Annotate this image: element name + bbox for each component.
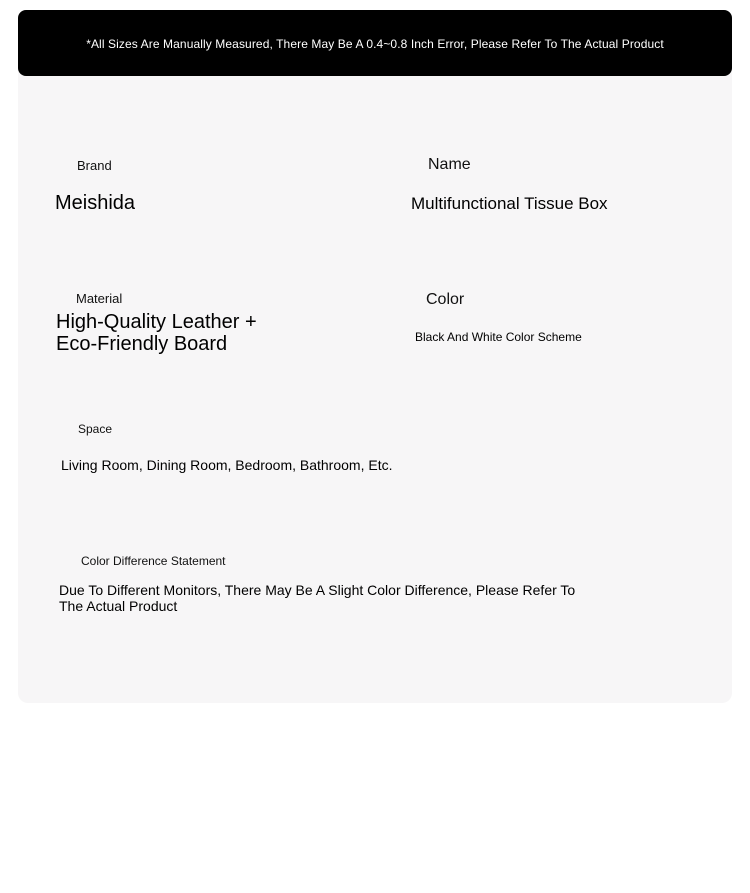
color-value: Black And White Color Scheme — [415, 330, 582, 344]
color-difference-label: Color Difference Statement — [81, 554, 226, 568]
color-label: Color — [426, 291, 465, 308]
material-label: Material — [76, 291, 123, 306]
notice-banner — [18, 10, 732, 76]
material-value: High-Quality Leather + Eco-Friendly Board — [56, 311, 257, 355]
name-value: Multifunctional Tissue Box — [411, 194, 608, 213]
space-value: Living Room, Dining Room, Bedroom, Bathroom, Etc. — [61, 457, 393, 473]
space-label: Space — [78, 422, 113, 436]
color-difference-value: Due To Different Monitors, There May Be A Slight Color Difference, Please Refer To The Actual Product — [59, 582, 576, 614]
brand-label: Brand — [77, 158, 112, 173]
name-label: Name — [428, 156, 471, 173]
notice-text: *All Sizes Are Manually Measured, There May Be A 0.4~0.8 Inch Error, Please Refer To The Actual Product — [86, 36, 664, 51]
brand-value: Meishida — [55, 192, 136, 214]
